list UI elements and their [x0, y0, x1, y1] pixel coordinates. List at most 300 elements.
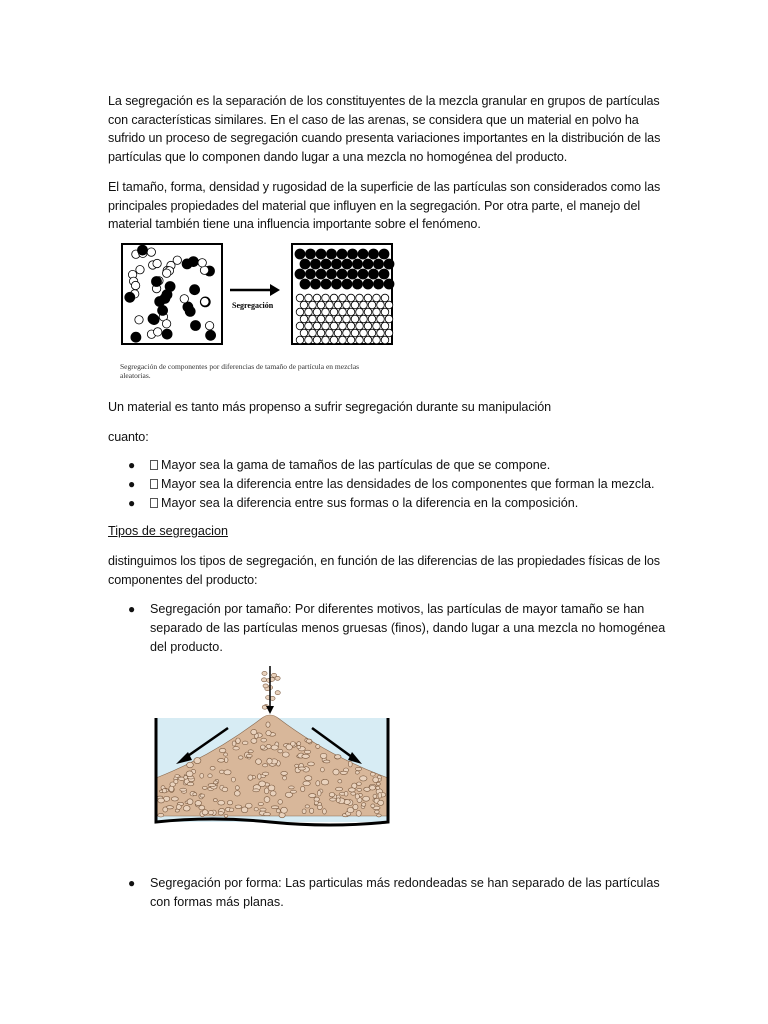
grain — [224, 753, 228, 756]
paragraph-prone: Un material es tanto más propenso a sufrir segregación durante su manipulación — [108, 400, 552, 414]
grain — [276, 809, 280, 813]
small-particle — [201, 298, 209, 306]
small-particle — [296, 322, 304, 330]
small-particle — [356, 336, 364, 344]
small-particle — [339, 294, 347, 302]
grain — [158, 813, 164, 817]
large-particle — [379, 269, 389, 279]
small-particle — [322, 308, 330, 316]
grain — [199, 806, 205, 810]
grain — [373, 777, 379, 783]
small-particle — [381, 322, 389, 330]
grain — [304, 750, 310, 753]
small-particle — [322, 322, 330, 330]
grain — [208, 774, 212, 778]
grain — [314, 801, 318, 805]
grain — [355, 771, 359, 774]
grain — [261, 738, 267, 742]
small-particle — [377, 315, 385, 323]
large-particle — [311, 279, 321, 289]
large-particle — [374, 259, 384, 269]
grain — [281, 807, 288, 813]
small-particle — [364, 322, 372, 330]
grain — [376, 786, 380, 789]
grain — [344, 791, 348, 796]
grain — [297, 745, 301, 748]
grain — [264, 788, 269, 794]
large-particle — [384, 279, 394, 289]
grain — [213, 799, 217, 802]
grain — [248, 775, 253, 780]
section-heading: Tipos de segregacion — [108, 524, 228, 538]
small-particle — [373, 308, 381, 316]
grain — [208, 784, 216, 787]
small-particle — [381, 336, 389, 344]
small-particle — [347, 308, 355, 316]
small-particle — [180, 295, 188, 303]
grain — [218, 759, 225, 763]
grain — [373, 794, 377, 798]
grain — [233, 747, 239, 750]
grain — [258, 803, 263, 806]
grain — [291, 742, 296, 747]
grain — [282, 752, 289, 757]
grain — [376, 783, 380, 786]
grain — [266, 722, 270, 727]
figure-size-segregation — [120, 242, 410, 382]
small-particle — [313, 322, 321, 330]
small-particle — [347, 294, 355, 302]
small-particle — [162, 320, 170, 328]
small-particle — [339, 336, 347, 344]
falling-grain — [262, 671, 267, 675]
grain — [242, 741, 248, 745]
grain — [321, 779, 328, 785]
grain — [270, 791, 276, 796]
small-particle — [309, 315, 317, 323]
small-particle — [343, 301, 351, 309]
grain — [176, 805, 181, 810]
small-particle — [368, 301, 376, 309]
large-particle — [327, 269, 337, 279]
grain — [235, 786, 239, 790]
grain — [320, 753, 327, 758]
large-particle — [162, 329, 172, 339]
grain — [224, 770, 231, 775]
small-particle — [296, 294, 304, 302]
large-particle — [353, 279, 363, 289]
grain — [369, 786, 375, 791]
small-particle — [317, 315, 325, 323]
grain — [363, 796, 370, 801]
grain — [378, 800, 384, 805]
grain — [222, 787, 228, 791]
small-particle — [339, 322, 347, 330]
small-particle — [330, 294, 338, 302]
large-particle — [369, 249, 379, 259]
grain — [271, 806, 278, 809]
bullet-icon: ● — [128, 602, 136, 616]
small-particle — [360, 329, 368, 337]
grain — [281, 771, 288, 775]
grain — [210, 766, 215, 770]
bullet-icon: ● — [128, 496, 136, 510]
large-particle — [295, 269, 305, 279]
grain — [218, 801, 225, 806]
large-particle — [188, 257, 198, 267]
grain — [251, 739, 257, 744]
small-particle — [313, 308, 321, 316]
grain — [355, 767, 361, 770]
grain — [309, 794, 316, 798]
grain — [261, 745, 266, 749]
grain — [251, 729, 257, 734]
large-particle — [125, 292, 135, 302]
grain — [195, 801, 202, 806]
large-particle — [332, 259, 342, 269]
bullet-icon: ● — [128, 876, 136, 890]
large-particle — [384, 259, 394, 269]
grain — [316, 781, 320, 786]
grain — [362, 803, 366, 807]
grain — [229, 808, 233, 812]
small-particle — [313, 336, 321, 344]
falling-grain — [275, 676, 280, 680]
small-particle — [356, 322, 364, 330]
small-particle — [377, 329, 385, 337]
small-particle — [326, 301, 334, 309]
missing-glyph-icon — [150, 498, 158, 508]
grain — [357, 782, 362, 786]
large-particle — [316, 249, 326, 259]
small-particle — [326, 329, 334, 337]
falling-grain — [263, 684, 268, 688]
small-particle — [317, 301, 325, 309]
small-particle — [368, 315, 376, 323]
bullet-list-size — [128, 600, 670, 657]
grain — [278, 800, 283, 805]
small-particle — [373, 336, 381, 344]
grain — [340, 771, 347, 774]
small-particle — [300, 315, 308, 323]
grain — [254, 808, 258, 811]
small-particle — [313, 294, 321, 302]
small-particle — [351, 315, 359, 323]
grain — [329, 793, 335, 797]
grain — [163, 807, 168, 812]
grain — [302, 754, 310, 758]
large-particle — [306, 249, 316, 259]
figure-heap-segregation — [152, 666, 452, 836]
small-particle — [385, 315, 393, 323]
grain — [290, 790, 296, 793]
small-particle — [343, 315, 351, 323]
large-particle — [300, 259, 310, 269]
grain — [162, 789, 166, 793]
large-particle — [149, 315, 159, 325]
small-particle — [343, 329, 351, 337]
bullet-list-conditions — [128, 456, 655, 513]
grain — [356, 811, 361, 817]
grain — [232, 741, 236, 746]
small-particle — [381, 294, 389, 302]
grain — [256, 759, 262, 765]
grain — [253, 789, 260, 792]
grain — [308, 762, 315, 766]
bullet-icon: ● — [128, 477, 136, 491]
bullet-icon: ● — [128, 458, 136, 472]
large-particle — [306, 269, 316, 279]
large-particle — [342, 279, 352, 289]
large-particle — [374, 279, 384, 289]
grain — [234, 791, 240, 796]
small-particle — [131, 281, 139, 289]
grain — [378, 793, 382, 799]
grain — [336, 787, 343, 791]
large-particle — [379, 249, 389, 259]
grain — [180, 788, 187, 791]
figure1-caption: Segregación de componentes por diferencias de tamaño de partícula en mezclas aleatorias. — [120, 362, 360, 380]
small-particle — [317, 329, 325, 337]
small-particle — [330, 336, 338, 344]
grain — [347, 808, 354, 813]
list-item: ● Mayor sea la diferencia entre sus formas o la diferencia en la composición. — [128, 494, 655, 513]
grain — [316, 745, 320, 749]
small-particle — [330, 308, 338, 316]
grain — [351, 792, 356, 795]
large-particle — [363, 259, 373, 269]
list-item: ● Mayor sea la gama de tamaños de las partículas de que se compone. — [128, 456, 655, 475]
small-particle — [373, 294, 381, 302]
grain — [263, 764, 268, 767]
small-particle — [330, 322, 338, 330]
large-particle — [337, 269, 347, 279]
small-particle — [334, 329, 342, 337]
small-particle — [300, 301, 308, 309]
grain — [219, 748, 226, 752]
small-particle — [377, 301, 385, 309]
grain — [183, 806, 190, 811]
small-particle — [163, 269, 171, 277]
grain — [224, 758, 228, 763]
grain — [323, 809, 327, 814]
small-particle — [339, 308, 347, 316]
grain — [263, 813, 270, 816]
grain — [349, 788, 356, 792]
small-particle — [296, 308, 304, 316]
large-particle — [353, 259, 363, 269]
large-particle — [185, 306, 195, 316]
large-particle — [363, 279, 373, 289]
grain — [377, 814, 382, 817]
grain — [267, 758, 272, 764]
arrow-label: Segregación — [232, 301, 274, 310]
small-particle — [364, 294, 372, 302]
missing-glyph-icon — [150, 460, 158, 470]
large-particle — [138, 245, 148, 255]
grain — [283, 776, 287, 780]
large-particle — [321, 279, 331, 289]
large-particle — [152, 277, 162, 287]
paragraph-intro: La segregación es la separación de los constituyentes de la mezcla granular en grupos de partículas con características similares. En el caso de las arenas, se considera que un material en polvo ha sufrido un proceso de segregación cuando presenta variaciones importantes en la distribución de las partículas que lo componen dando lugar a una mezcla no homogénea del producto. — [108, 94, 661, 164]
falling-grain — [262, 678, 267, 682]
grain — [246, 803, 253, 808]
grain — [260, 808, 266, 811]
small-particle — [136, 266, 144, 274]
grain — [202, 787, 207, 790]
small-particle — [147, 248, 155, 256]
grain — [278, 749, 283, 753]
grain — [375, 810, 380, 813]
grain — [219, 770, 224, 773]
grain — [214, 781, 218, 784]
list-item: ● Segregación por forma: Las particulas más redondeadas se han separado de las partículas con formas más planas. — [128, 876, 660, 909]
grain — [305, 805, 309, 808]
small-particle — [381, 308, 389, 316]
grain — [360, 776, 367, 781]
large-particle — [190, 285, 200, 295]
grain — [289, 786, 295, 789]
grain — [357, 788, 362, 791]
small-particle — [347, 322, 355, 330]
large-particle — [191, 321, 201, 331]
large-particle — [295, 249, 305, 259]
grain — [174, 779, 178, 783]
grain — [309, 808, 313, 813]
small-particle — [356, 308, 364, 316]
grain — [334, 755, 341, 759]
grain — [187, 762, 194, 768]
grain — [187, 782, 194, 786]
segregation-arrow — [230, 284, 280, 296]
small-particle — [385, 301, 393, 309]
box-mixed — [122, 244, 222, 344]
grain — [371, 804, 375, 808]
small-particle — [153, 259, 161, 267]
large-particle — [337, 249, 347, 259]
small-particle — [364, 308, 372, 316]
small-particle — [356, 294, 364, 302]
large-particle — [342, 259, 352, 269]
grain — [298, 767, 305, 770]
grain — [317, 790, 321, 796]
grain — [184, 776, 188, 780]
grain — [306, 739, 312, 743]
large-particle — [327, 249, 337, 259]
grain — [336, 798, 340, 803]
grain — [227, 801, 232, 805]
falling-grain — [275, 691, 280, 695]
box-segregated — [292, 244, 394, 344]
grain — [262, 772, 268, 775]
grain — [158, 798, 165, 803]
grain — [175, 775, 179, 778]
small-particle — [135, 316, 143, 324]
grain — [303, 781, 310, 786]
missing-glyph-icon — [150, 479, 158, 489]
grain — [324, 760, 330, 763]
small-particle — [368, 329, 376, 337]
large-particle — [332, 279, 342, 289]
large-particle — [358, 249, 368, 259]
large-particle — [321, 259, 331, 269]
small-particle — [360, 301, 368, 309]
large-particle — [300, 279, 310, 289]
grain — [202, 810, 208, 815]
grain — [330, 798, 336, 801]
grain — [258, 774, 262, 779]
small-particle — [309, 301, 317, 309]
grain — [238, 756, 243, 759]
grain — [236, 738, 241, 744]
small-particle — [364, 336, 372, 344]
small-particle — [154, 328, 162, 336]
large-particle — [369, 269, 379, 279]
large-particle — [206, 330, 216, 340]
large-particle — [358, 269, 368, 279]
grain — [348, 761, 352, 767]
large-particle — [131, 332, 141, 342]
small-particle — [334, 315, 342, 323]
small-particle — [305, 308, 313, 316]
large-particle — [165, 282, 175, 292]
small-particle — [322, 294, 330, 302]
large-particle — [316, 269, 326, 279]
grain — [271, 745, 278, 750]
grain — [194, 758, 201, 764]
small-particle — [305, 294, 313, 302]
grain — [200, 794, 205, 797]
small-particle — [360, 315, 368, 323]
small-particle — [385, 329, 393, 337]
grain — [218, 812, 223, 815]
small-particle — [198, 259, 206, 267]
grain — [264, 797, 270, 803]
small-particle — [351, 301, 359, 309]
small-particle — [326, 315, 334, 323]
grain — [266, 731, 271, 736]
bullet-list-shape — [128, 874, 668, 912]
large-particle — [155, 297, 165, 307]
grain — [333, 769, 339, 775]
small-particle — [334, 301, 342, 309]
small-particle — [305, 336, 313, 344]
list-item: ● Mayor sea la diferencia entre las densidades de los componentes que forman la mezcla. — [128, 475, 655, 494]
grain — [248, 750, 253, 753]
list-item: ● Segregación por tamaño: Por diferentes motivos, las partículas de mayor tamaño se han separado de las partículas menos gruesas (finos), dando lugar a una mezcla no homogénea del producto. — [128, 602, 666, 654]
grain — [297, 742, 301, 746]
large-particle — [348, 249, 358, 259]
grain — [193, 793, 197, 796]
small-particle — [322, 336, 330, 344]
grain — [187, 799, 193, 805]
small-particle — [300, 329, 308, 337]
small-particle — [351, 329, 359, 337]
small-particle — [309, 329, 317, 337]
small-particle — [373, 322, 381, 330]
large-particle — [348, 269, 358, 279]
grain — [200, 773, 204, 778]
paragraph-cuanto: cuanto: — [108, 430, 149, 444]
large-particle — [311, 259, 321, 269]
small-particle — [347, 336, 355, 344]
grain — [302, 809, 306, 814]
grain — [259, 781, 266, 787]
paragraph-types: distinguimos los tipos de segregación, en función de las diferencias de las propiedades físicas de los componentes del producto: — [108, 554, 660, 587]
grain — [231, 777, 235, 782]
grain — [370, 772, 375, 776]
grain — [246, 755, 252, 758]
